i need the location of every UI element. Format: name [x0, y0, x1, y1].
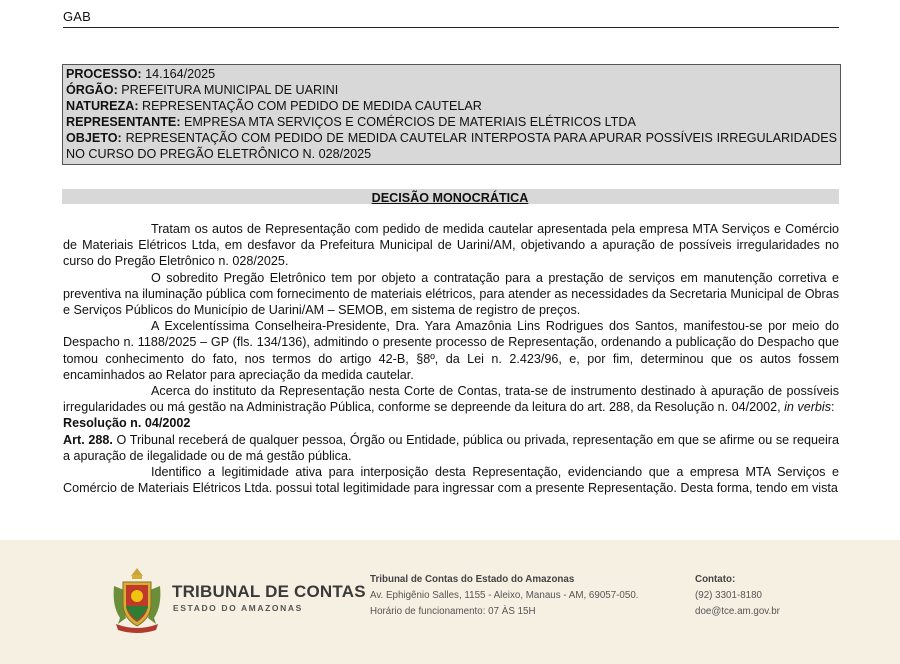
contact-email[interactable]: doe@tce.am.gov.br [695, 606, 780, 617]
natureza-label: NATUREZA: [66, 99, 139, 113]
paragraph-4-italic: in verbis [784, 400, 832, 415]
natureza-value: REPRESENTAÇÃO COM PEDIDO DE MEDIDA CAUTELAR [138, 99, 482, 113]
paragraph-4-text: Acerca do instituto da Representação nesta Corte de Contas, trata-se de instrumento destinado à apuração de possíveis irregularidades ou má gestão na Administração Pública, conforme se depreende da leitura do art. 288, da Resolução n. 04/2002, [63, 384, 839, 415]
objeto-value: REPRESENTAÇÃO COM PEDIDO DE MEDIDA CAUTELAR INTERPOSTA PARA APURAR POSSÍVEIS IRREGULARIDADES NO CURSO DO PREGÃO ELETRÔNICO N. 028/2025 [66, 131, 837, 161]
paragraph-2: O sobredito Pregão Eletrônico tem por objeto a contratação para a prestação de serviços em manutenção corretiva e preventiva na iluminação pública com fornecimento de materiais elétricos, para atender as necessidades da Secretaria Municipal de Obras e Serviços Públicos do Município de Uarini/AM – SEMOB, em sistema de registro de preços. [63, 270, 839, 318]
objeto-line [66, 130, 837, 162]
representante-line [66, 114, 837, 130]
orgao-value: PREFEITURA MUNICIPAL DE UARINI [117, 83, 339, 97]
resolution-title: Resolução n. 04/2002 [63, 416, 191, 431]
orgao-label: ÓRGÃO: [66, 83, 118, 97]
brand-subtitle: ESTADO DO AMAZONAS [173, 603, 303, 613]
article-label: Art. 288. [63, 432, 113, 447]
decision-body [63, 221, 839, 496]
paragraph-1: Tratam os autos de Representação com pedido de medida cautelar apresentada pela empresa MTA Serviços e Comércio de Materiais Elétricos Ltda, em desfavor da Prefeitura Municipal de Uarini/AM, objetivando a apuração de possíveis irregularidades no curso do Pregão Eletrônico n. 028/2025. [63, 222, 839, 269]
representante-value: EMPRESA MTA SERVIÇOS E COMÉRCIOS DE MATERIAIS ELÉTRICOS LTDA [180, 115, 636, 129]
address: Av. Ephigênio Salles, 1155 - Aleixo, Manaus - AM, 69057-050. [370, 590, 639, 601]
brand-title: TRIBUNAL DE CONTAS [172, 582, 366, 601]
contact-title: Contato: [695, 574, 736, 585]
processo-value: 14.164/2025 [141, 67, 216, 81]
office-hours: Horário de funcionamento: 07 ÀS 15H [370, 606, 536, 617]
orgao-line [66, 82, 837, 98]
objeto-label: OBJETO: [66, 131, 122, 145]
section-title: DECISÃO MONOCRÁTICA [371, 191, 529, 205]
paragraph-5: Identifico a legitimidade ativa para interposição desta Representação, evidenciando que a empresa MTA Serviços e Comércio de Materiais Elétricos Ltda. possui total legitimidade para ingressar com a presente Representação. Desta forma, tendo em vista [63, 465, 839, 496]
header-divider [63, 27, 839, 28]
case-info-box [62, 64, 841, 165]
article-288 [63, 432, 839, 464]
paragraph-4 [63, 383, 839, 415]
processo-line [66, 66, 837, 82]
natureza-line [66, 98, 837, 114]
paragraph-4-end: : [831, 400, 835, 415]
address-block [370, 572, 680, 620]
representante-label: REPRESENTANTE: [66, 115, 181, 129]
tce-coat-of-arms-icon [108, 566, 166, 636]
contact-phone: (92) 3301-8180 [695, 590, 762, 601]
org-name: Tribunal de Contas do Estado do Amazonas [370, 574, 575, 585]
article-text: O Tribunal receberá de qualquer pessoa, Órgão ou Entidade, pública ou privada, representação em que se afirme ou se requeira a apuração de ilegalidade ou de má gestão pública. [63, 432, 840, 463]
contact-block [695, 572, 845, 620]
section-code: GAB [63, 9, 92, 24]
paragraph-3: A Excelentíssima Conselheira-Presidente, Dra. Yara Amazônia Lins Rodrigues dos Santos, manifestou-se por meio do Despacho n. 1188/2025 – GP (fls. 134/136), admitindo o presente processo de Representação, ordenando a publicação do Despacho que tomou conhecimento do fato, nos termos do artigo 42-B, §8º, da Lei n. 2.423/96, e, por fim, determinou que os autos fossem encaminhados ao Relator para apreciação da medida cautelar. [63, 319, 839, 382]
processo-label: PROCESSO: [66, 67, 142, 81]
